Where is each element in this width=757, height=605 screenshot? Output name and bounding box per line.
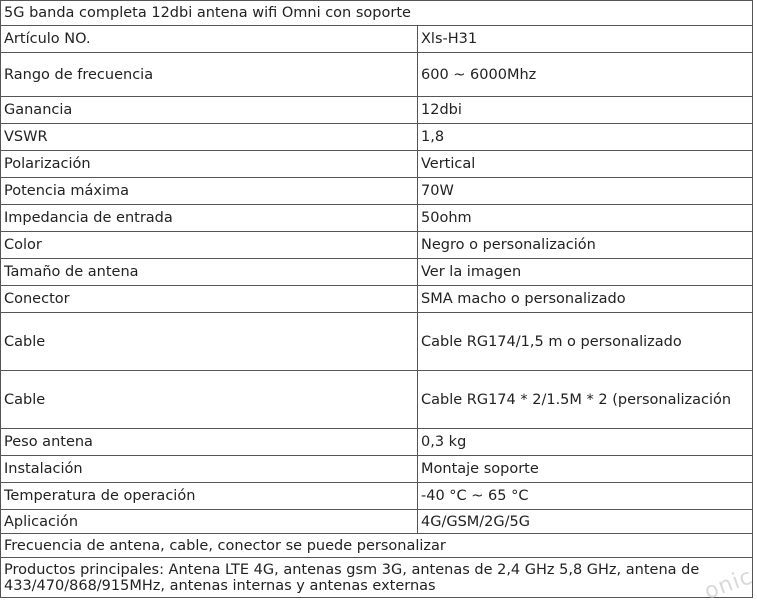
row-label: Peso antena	[1, 429, 418, 456]
row-label: Artículo NO.	[1, 26, 418, 53]
row-value: Negro o personalización	[418, 232, 753, 259]
table-row	[1, 371, 753, 429]
table-row	[1, 178, 753, 205]
table-row	[1, 205, 753, 232]
table-row	[1, 456, 753, 483]
row-label: Aplicación	[1, 510, 418, 534]
table-row	[1, 97, 753, 124]
table-row	[1, 286, 753, 313]
row-label: Temperatura de operación	[1, 483, 418, 510]
row-value: Cable RG174 * 2/1.5M * 2 (personalización	[418, 371, 753, 429]
table-row	[1, 26, 753, 53]
row-value: -40 °C ~ 65 °C	[418, 483, 753, 510]
row-value: 4G/GSM/2G/5G	[418, 510, 753, 534]
row-label: Potencia máxima	[1, 178, 418, 205]
table-row	[1, 429, 753, 456]
title-row	[1, 1, 753, 26]
watermark-logo: onic	[701, 564, 757, 605]
row-value: Cable RG174/1,5 m o personalizado	[418, 313, 753, 371]
row-label: Color	[1, 232, 418, 259]
row-label: Polarización	[1, 151, 418, 178]
row-label: Cable	[1, 371, 418, 429]
row-value: Xls-H31	[418, 26, 753, 53]
row-value: Ver la imagen	[418, 259, 753, 286]
row-label: Cable	[1, 313, 418, 371]
row-value: 0,3 kg	[418, 429, 753, 456]
table-row	[1, 232, 753, 259]
table-row	[1, 510, 753, 534]
row-label: Tamaño de antena	[1, 259, 418, 286]
row-value: 1,8	[418, 124, 753, 151]
row-label: VSWR	[1, 124, 418, 151]
row-value: 12dbi	[418, 97, 753, 124]
note-row	[1, 534, 753, 558]
products-row	[1, 558, 753, 598]
row-label: Conector	[1, 286, 418, 313]
main-products: Productos principales: Antena LTE 4G, antenas gsm 3G, antenas de 2,4 GHz 5,8 GHz, antena de 433/470/868/915MHz, antenas internas y antenas externas	[1, 558, 753, 598]
row-value: 70W	[418, 178, 753, 205]
row-label: Ganancia	[1, 97, 418, 124]
table-row	[1, 313, 753, 371]
row-value: SMA macho o personalizado	[418, 286, 753, 313]
row-label: Rango de frecuencia	[1, 53, 418, 97]
row-value: 50ohm	[418, 205, 753, 232]
table-row	[1, 124, 753, 151]
table-row	[1, 259, 753, 286]
row-label: Instalación	[1, 456, 418, 483]
customization-note: Frecuencia de antena, cable, conector se puede personalizar	[1, 534, 753, 558]
row-value: Montaje soporte	[418, 456, 753, 483]
row-value: Vertical	[418, 151, 753, 178]
table-row	[1, 483, 753, 510]
row-value: 600 ~ 6000Mhz	[418, 53, 753, 97]
table-title: 5G banda completa 12dbi antena wifi Omni con soporte	[1, 1, 753, 26]
table-row	[1, 151, 753, 178]
table-row	[1, 53, 753, 97]
row-label: Impedancia de entrada	[1, 205, 418, 232]
